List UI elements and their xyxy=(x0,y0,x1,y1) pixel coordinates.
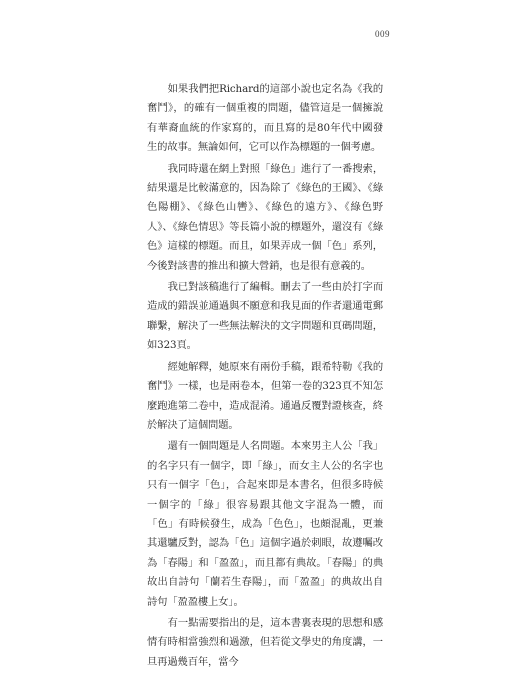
paragraph: 如果我們把Richard的這部小說也定名為《我的奮鬥》，的確有一個重複的問題，儘管這是一個擁說有華裔血統的作家寫的，而且寫的是80年代中國發生的故事。無論如何，它可以作為標題的一個考慮。 xyxy=(147,83,383,154)
paragraph: 還有一個問題是人名問題。本來男主人公「我」的名字只有一個字，即「綠」，而女主人公的名字也只有一個字「色」，合起來即是本書名，但很多時候一個字的「綠」很容易跟其他文字混為一體，而「色」有時候發生，成為「色色」，也頗混亂，更兼其還驢反對，認為「色」這個字過於刺眼，故遵囑改為「春陽」和「盈盈」，而且都有典故。「春陽」的典故出自詩句「蘭若生春陽」，而「盈盈」的典故出自詩句「盈盈樓上女」。 xyxy=(147,440,383,608)
page-number: 009 xyxy=(375,29,390,39)
body-text xyxy=(147,80,383,673)
paragraph: 我同時還在網上對照「綠色」進行了一番搜索，結果還是比較滿意的，因為除了《綠色的王國》、《綠色陽棚》、《綠色山轡》、《綠色的遠方》、《綠色野人》、《綠色情思》等長篇小說的標題外，還沒有《綠色》這樣的標題。而且，如果弄成一個「色」系列，今後對該書的推出和擴大營銷，也是很有意義的。 xyxy=(147,162,383,272)
paragraph: 經她解釋，她原來有兩份手稿，跟希特勒《我的奮鬥》一樣，也是兩卷本，但第一卷的323頁不知怎麼跑進第二卷中，造成混淆。通過反覆對證核查，終於解決了這個問題。 xyxy=(147,360,383,431)
paragraph: 我已對該稿進行了編輯。刪去了一些由於打字而造成的錯誤並通過與不願意和我見面的作者還通電郵聯繫，解決了一些無法解決的文字問題和頁碼問題，如323頁。 xyxy=(147,281,383,352)
paragraph: 有一點需要指出的是，這本書裏表現的思想和感情有時相當強烈和過激，但若從文學史的角度講，一旦再過幾百年，當今 xyxy=(147,616,383,668)
